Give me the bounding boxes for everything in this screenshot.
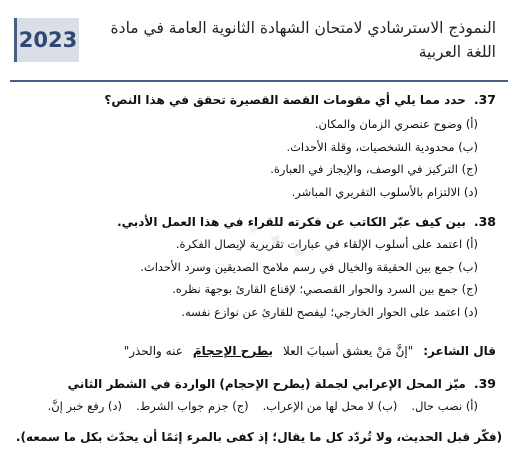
option-b[interactable]: (ب) محدودية الشخصيات، وقلة الأحداث.: [286, 139, 478, 154]
options-list: [12, 113, 478, 203]
page-title: النموذج الاسترشادي لامتحان الشهادة الثانوية العامة في مادة اللغة العربية: [110, 19, 496, 61]
poem-line-end: عنه والحذر": [123, 344, 183, 358]
poem-line-start: "إنَّ مَنْ يعشق أسبابَ العلا: [283, 344, 414, 358]
question-37: [12, 92, 496, 203]
option-c[interactable]: (ج) التركيز في الوصف، والإيجاز في العبارة.: [270, 162, 478, 176]
poem-label: قال الشاعر:: [423, 344, 496, 358]
option-d[interactable]: (د) اعتمد على الحوار الخارجي؛ ليفصح للقارئ عن نوازع نفسه.: [181, 304, 478, 319]
option-a[interactable]: (أ) وضوح عنصري الزمان والمكان.: [314, 117, 478, 131]
option-d[interactable]: (د) الالتزام بالأسلوب التقريري المباشر.: [291, 184, 478, 199]
options-list: [12, 233, 478, 323]
poem-emphasis: يطرح الإحجامَ: [192, 344, 274, 358]
question-text: حدد مما يلي أي مقومات القصة القصيرة تحقق في هذا النص؟: [104, 93, 466, 107]
poem-quote: [12, 344, 496, 358]
question-number: 38.: [473, 214, 496, 229]
option-d[interactable]: (د) رفع خبر إنَّ.: [47, 399, 123, 413]
question-number: 39.: [473, 376, 496, 391]
question-39: [12, 376, 496, 413]
option-c[interactable]: (ج) جزم جواب الشرط.: [136, 399, 249, 413]
year-badge: 2023: [14, 18, 79, 62]
watermark: ✦ ✦ ✦: [238, 213, 312, 269]
option-b[interactable]: (ب) لا محل لها من الإعراب.: [262, 399, 398, 413]
header: [14, 10, 504, 72]
option-a[interactable]: (أ) اعتمد على أسلوب الإلقاء في عبارات تقريرية لإيصال الفكرة.: [175, 237, 478, 251]
header-divider: [10, 80, 508, 82]
question-38: [12, 214, 496, 323]
question-text: ميّز المحل الإعرابي لجملة (يطرح الإحجام) الواردة في الشطر الثاني: [67, 377, 466, 391]
question-number: 37.: [473, 92, 496, 107]
option-a[interactable]: (أ) نصب حال.: [411, 399, 478, 413]
options-list: [12, 399, 478, 413]
question-text: بين كيف عبّر الكاتب عن فكرته للقراء في هذا العمل الأدبي.: [117, 215, 466, 229]
option-c[interactable]: (ج) جمع بين السرد والحوار القصصي؛ لإقناع القارئ بوجهة نظره.: [172, 282, 478, 296]
footer-quote: (فكّر قبل الحديث، ولا تُردّد كل ما يقال؛ إذ كفى بالمرء إثمًا أن يحدّث بكل ما سمعه).: [15, 430, 503, 444]
option-b[interactable]: (ب) جمع بين الحقيقة والخيال في رسم ملامح الصديقين وسرد الأحداث.: [140, 259, 478, 274]
